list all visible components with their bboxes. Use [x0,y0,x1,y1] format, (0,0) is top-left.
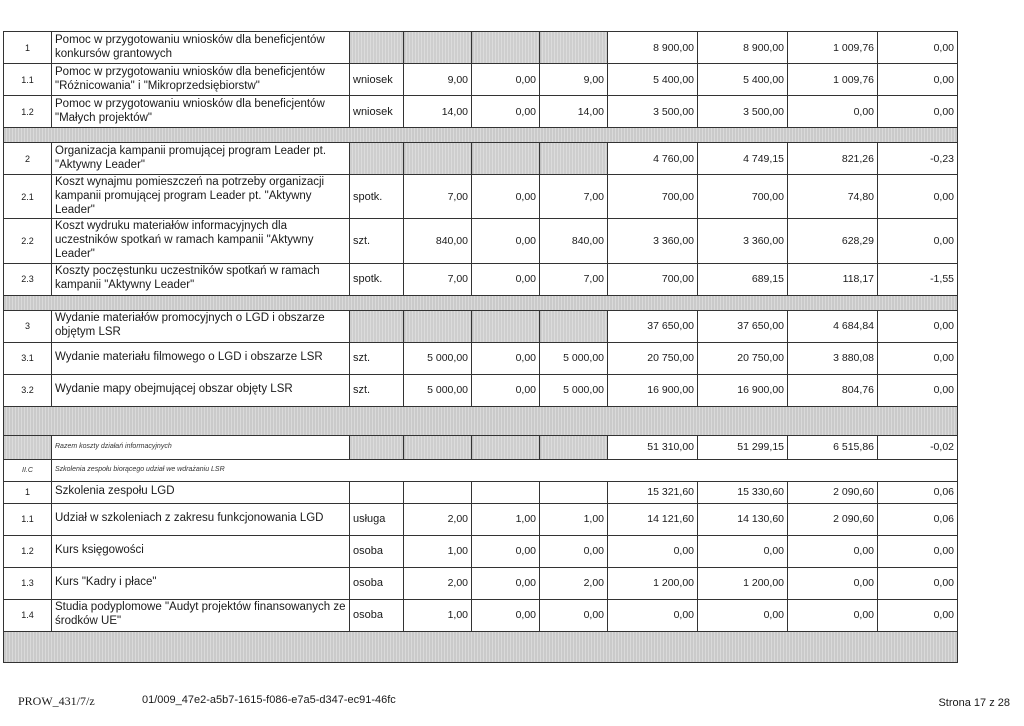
amount-difference: 0,00 [878,567,958,599]
unit-cell: spotk. [350,175,404,219]
row-number: 3 [4,310,52,342]
amount-vat: 0,00 [788,567,878,599]
amount-actual: 20 750,00 [698,342,788,374]
amount-planned: 5 400,00 [608,64,698,96]
amount-difference: 0,00 [878,342,958,374]
quantity-change: 0,00 [472,96,540,128]
table-row [4,175,958,219]
amount-actual: 3 500,00 [698,96,788,128]
unit-cell: spotk. [350,263,404,295]
quantity-change: 0,00 [472,263,540,295]
row-description: Pomoc w przygotowaniu wniosków dla beneficjentów konkursów grantowych [52,32,350,64]
row-number: 2.1 [4,175,52,219]
amount-planned: 0,00 [608,599,698,631]
quantity-actual [540,143,608,175]
amount-vat: 1 009,76 [788,64,878,96]
amount-difference: 0,00 [878,175,958,219]
amount-actual: 5 400,00 [698,64,788,96]
amount-actual: 37 650,00 [698,310,788,342]
row-number [4,435,52,459]
quantity-change: 0,00 [472,567,540,599]
table-row [4,96,958,128]
quantity-planned [404,435,472,459]
separator-cell [4,128,958,143]
table-row [4,503,958,535]
row-description: Wydanie materiałów promocyjnych o LGD i obszarze objętym LSR [52,310,350,342]
amount-difference: -0,02 [878,435,958,459]
quantity-actual [540,435,608,459]
quantity-actual: 5 000,00 [540,374,608,406]
row-description: Koszty poczęstunku uczestników spotkań w ramach kampanii "Aktywny Leader" [52,263,350,295]
table-row [4,310,958,342]
unit-cell: wniosek [350,64,404,96]
quantity-actual: 0,00 [540,599,608,631]
amount-vat: 6 515,86 [788,435,878,459]
row-number: 1.3 [4,567,52,599]
quantity-change: 0,00 [472,219,540,263]
amount-planned: 700,00 [608,263,698,295]
quantity-planned: 1,00 [404,535,472,567]
amount-vat: 628,29 [788,219,878,263]
amount-planned: 1 200,00 [608,567,698,599]
amount-difference: -1,55 [878,263,958,295]
row-description: Razem koszty działań informacyjnych [52,435,350,459]
separator-cell [4,295,958,310]
row-description: Wydanie materiału filmowego o LGD i obszarze LSR [52,342,350,374]
amount-vat: 0,00 [788,599,878,631]
quantity-actual: 840,00 [540,219,608,263]
quantity-change [472,32,540,64]
row-number: 1.2 [4,535,52,567]
amount-vat: 0,00 [788,535,878,567]
quantity-change: 1,00 [472,503,540,535]
amount-difference: 0,00 [878,374,958,406]
row-description: Wydanie mapy obejmującej obszar objęty LSR [52,374,350,406]
quantity-planned [404,143,472,175]
amount-planned: 20 750,00 [608,342,698,374]
quantity-actual: 7,00 [540,263,608,295]
section-title: Szkolenia zespołu biorącego udział we wdrażaniu LSR [52,459,958,481]
row-number: 3.1 [4,342,52,374]
amount-planned: 14 121,60 [608,503,698,535]
quantity-planned [404,32,472,64]
row-description: Pomoc w przygotowaniu wniosków dla beneficjentów "Małych projektów" [52,96,350,128]
quantity-actual: 0,00 [540,535,608,567]
amount-actual: 700,00 [698,175,788,219]
amount-difference: 0,06 [878,481,958,503]
row-number: 1.1 [4,503,52,535]
quantity-planned: 2,00 [404,503,472,535]
amount-planned: 700,00 [608,175,698,219]
amount-actual: 16 900,00 [698,374,788,406]
page-number: Strona 17 z 28 [938,697,1010,709]
row-description: Kurs "Kadry i płace" [52,567,350,599]
table-row [4,599,958,631]
amount-actual: 0,00 [698,535,788,567]
amount-difference: 0,00 [878,32,958,64]
amount-planned: 8 900,00 [608,32,698,64]
row-number: 1.1 [4,64,52,96]
amount-planned: 4 760,00 [608,143,698,175]
separator-row [4,128,958,143]
amount-difference: -0,23 [878,143,958,175]
quantity-actual: 5 000,00 [540,342,608,374]
amount-vat: 0,00 [788,96,878,128]
amount-difference: 0,00 [878,64,958,96]
quantity-actual [540,310,608,342]
quantity-planned: 9,00 [404,64,472,96]
amount-difference: 0,00 [878,310,958,342]
unit-cell [350,32,404,64]
quantity-planned [404,481,472,503]
amount-actual: 51 299,15 [698,435,788,459]
quantity-actual: 7,00 [540,175,608,219]
amount-difference: 0,00 [878,96,958,128]
cost-table [3,31,958,663]
row-number: 1.4 [4,599,52,631]
table-row [4,64,958,96]
quantity-actual: 9,00 [540,64,608,96]
amount-vat: 2 090,60 [788,503,878,535]
row-number: 2.2 [4,219,52,263]
quantity-change: 0,00 [472,175,540,219]
quantity-change: 0,00 [472,342,540,374]
table-row [4,481,958,503]
quantity-actual: 14,00 [540,96,608,128]
unit-cell: usługa [350,503,404,535]
amount-actual: 8 900,00 [698,32,788,64]
unit-cell: osoba [350,567,404,599]
quantity-planned: 2,00 [404,567,472,599]
amount-vat: 74,80 [788,175,878,219]
table-row [4,32,958,64]
row-description: Udział w szkoleniach z zakresu funkcjonowania LGD [52,503,350,535]
amount-actual: 15 330,60 [698,481,788,503]
table-row [4,143,958,175]
quantity-change [472,481,540,503]
row-number: 1.2 [4,96,52,128]
quantity-actual [540,481,608,503]
amount-vat: 821,26 [788,143,878,175]
row-number: 2.3 [4,263,52,295]
quantity-planned: 7,00 [404,263,472,295]
table-row [4,342,958,374]
quantity-planned [404,310,472,342]
quantity-change: 0,00 [472,599,540,631]
row-description: Organizacja kampanii promującej program Leader pt. "Aktywny Leader" [52,143,350,175]
amount-vat: 4 684,84 [788,310,878,342]
amount-actual: 4 749,15 [698,143,788,175]
quantity-actual: 1,00 [540,503,608,535]
row-description: Studia podyplomowe "Audyt projektów finansowanych ze środków UE" [52,599,350,631]
table-row [4,219,958,263]
amount-vat: 118,17 [788,263,878,295]
quantity-planned: 1,00 [404,599,472,631]
amount-difference: 0,06 [878,503,958,535]
amount-planned: 3 500,00 [608,96,698,128]
separator-row [4,295,958,310]
row-description: Szkolenia zespołu LGD [52,481,350,503]
quantity-actual: 2,00 [540,567,608,599]
section-number: II.C [4,459,52,481]
amount-planned: 51 310,00 [608,435,698,459]
amount-planned: 16 900,00 [608,374,698,406]
row-number: 1 [4,481,52,503]
form-code: PROW_431/7/z [18,694,95,708]
quantity-planned: 840,00 [404,219,472,263]
amount-actual: 14 130,60 [698,503,788,535]
row-description: Kurs księgowości [52,535,350,567]
separator-row [4,406,958,435]
unit-cell [350,435,404,459]
amount-actual: 0,00 [698,599,788,631]
quantity-change [472,310,540,342]
quantity-change [472,435,540,459]
unit-cell: osoba [350,535,404,567]
row-description: Koszt wydruku materiałów informacyjnych dla uczestników spotkań w ramach kampanii "Aktywny Leader" [52,219,350,263]
quantity-change: 0,00 [472,64,540,96]
total-row [4,435,958,459]
row-number: 3.2 [4,374,52,406]
quantity-change: 0,00 [472,374,540,406]
row-description: Pomoc w przygotowaniu wniosków dla beneficjentów "Różnicowania" i "Mikroprzedsiębiorstw" [52,64,350,96]
amount-actual: 1 200,00 [698,567,788,599]
amount-difference: 0,00 [878,535,958,567]
quantity-actual [540,32,608,64]
unit-cell [350,143,404,175]
quantity-planned: 5 000,00 [404,342,472,374]
separator-cell [4,406,958,435]
unit-cell [350,310,404,342]
row-number: 1 [4,32,52,64]
amount-planned: 0,00 [608,535,698,567]
table-row [4,535,958,567]
table-row [4,374,958,406]
document-id: 01/009_47e2-a5b7-1615-f086-e7a5-d347-ec91-46fc [142,694,396,706]
amount-planned: 15 321,60 [608,481,698,503]
amount-actual: 3 360,00 [698,219,788,263]
amount-planned: 37 650,00 [608,310,698,342]
amount-difference: 0,00 [878,599,958,631]
row-description: Koszt wynajmu pomieszczeń na potrzeby organizacji kampanii promującej program Leader pt. "Aktywny Leader" [52,175,350,219]
unit-cell: osoba [350,599,404,631]
unit-cell: szt. [350,219,404,263]
amount-planned: 3 360,00 [608,219,698,263]
amount-vat: 804,76 [788,374,878,406]
table-row [4,263,958,295]
quantity-planned: 14,00 [404,96,472,128]
unit-cell: wniosek [350,96,404,128]
table-row [4,567,958,599]
quantity-change [472,143,540,175]
amount-vat: 2 090,60 [788,481,878,503]
amount-difference: 0,00 [878,219,958,263]
quantity-planned: 7,00 [404,175,472,219]
row-number: 2 [4,143,52,175]
unit-cell: szt. [350,374,404,406]
amount-vat: 3 880,08 [788,342,878,374]
amount-vat: 1 009,76 [788,32,878,64]
quantity-change: 0,00 [472,535,540,567]
separator-row [4,631,958,662]
section-row [4,459,958,481]
unit-cell: szt. [350,342,404,374]
amount-actual: 689,15 [698,263,788,295]
quantity-planned: 5 000,00 [404,374,472,406]
unit-cell [350,481,404,503]
separator-cell [4,631,958,662]
